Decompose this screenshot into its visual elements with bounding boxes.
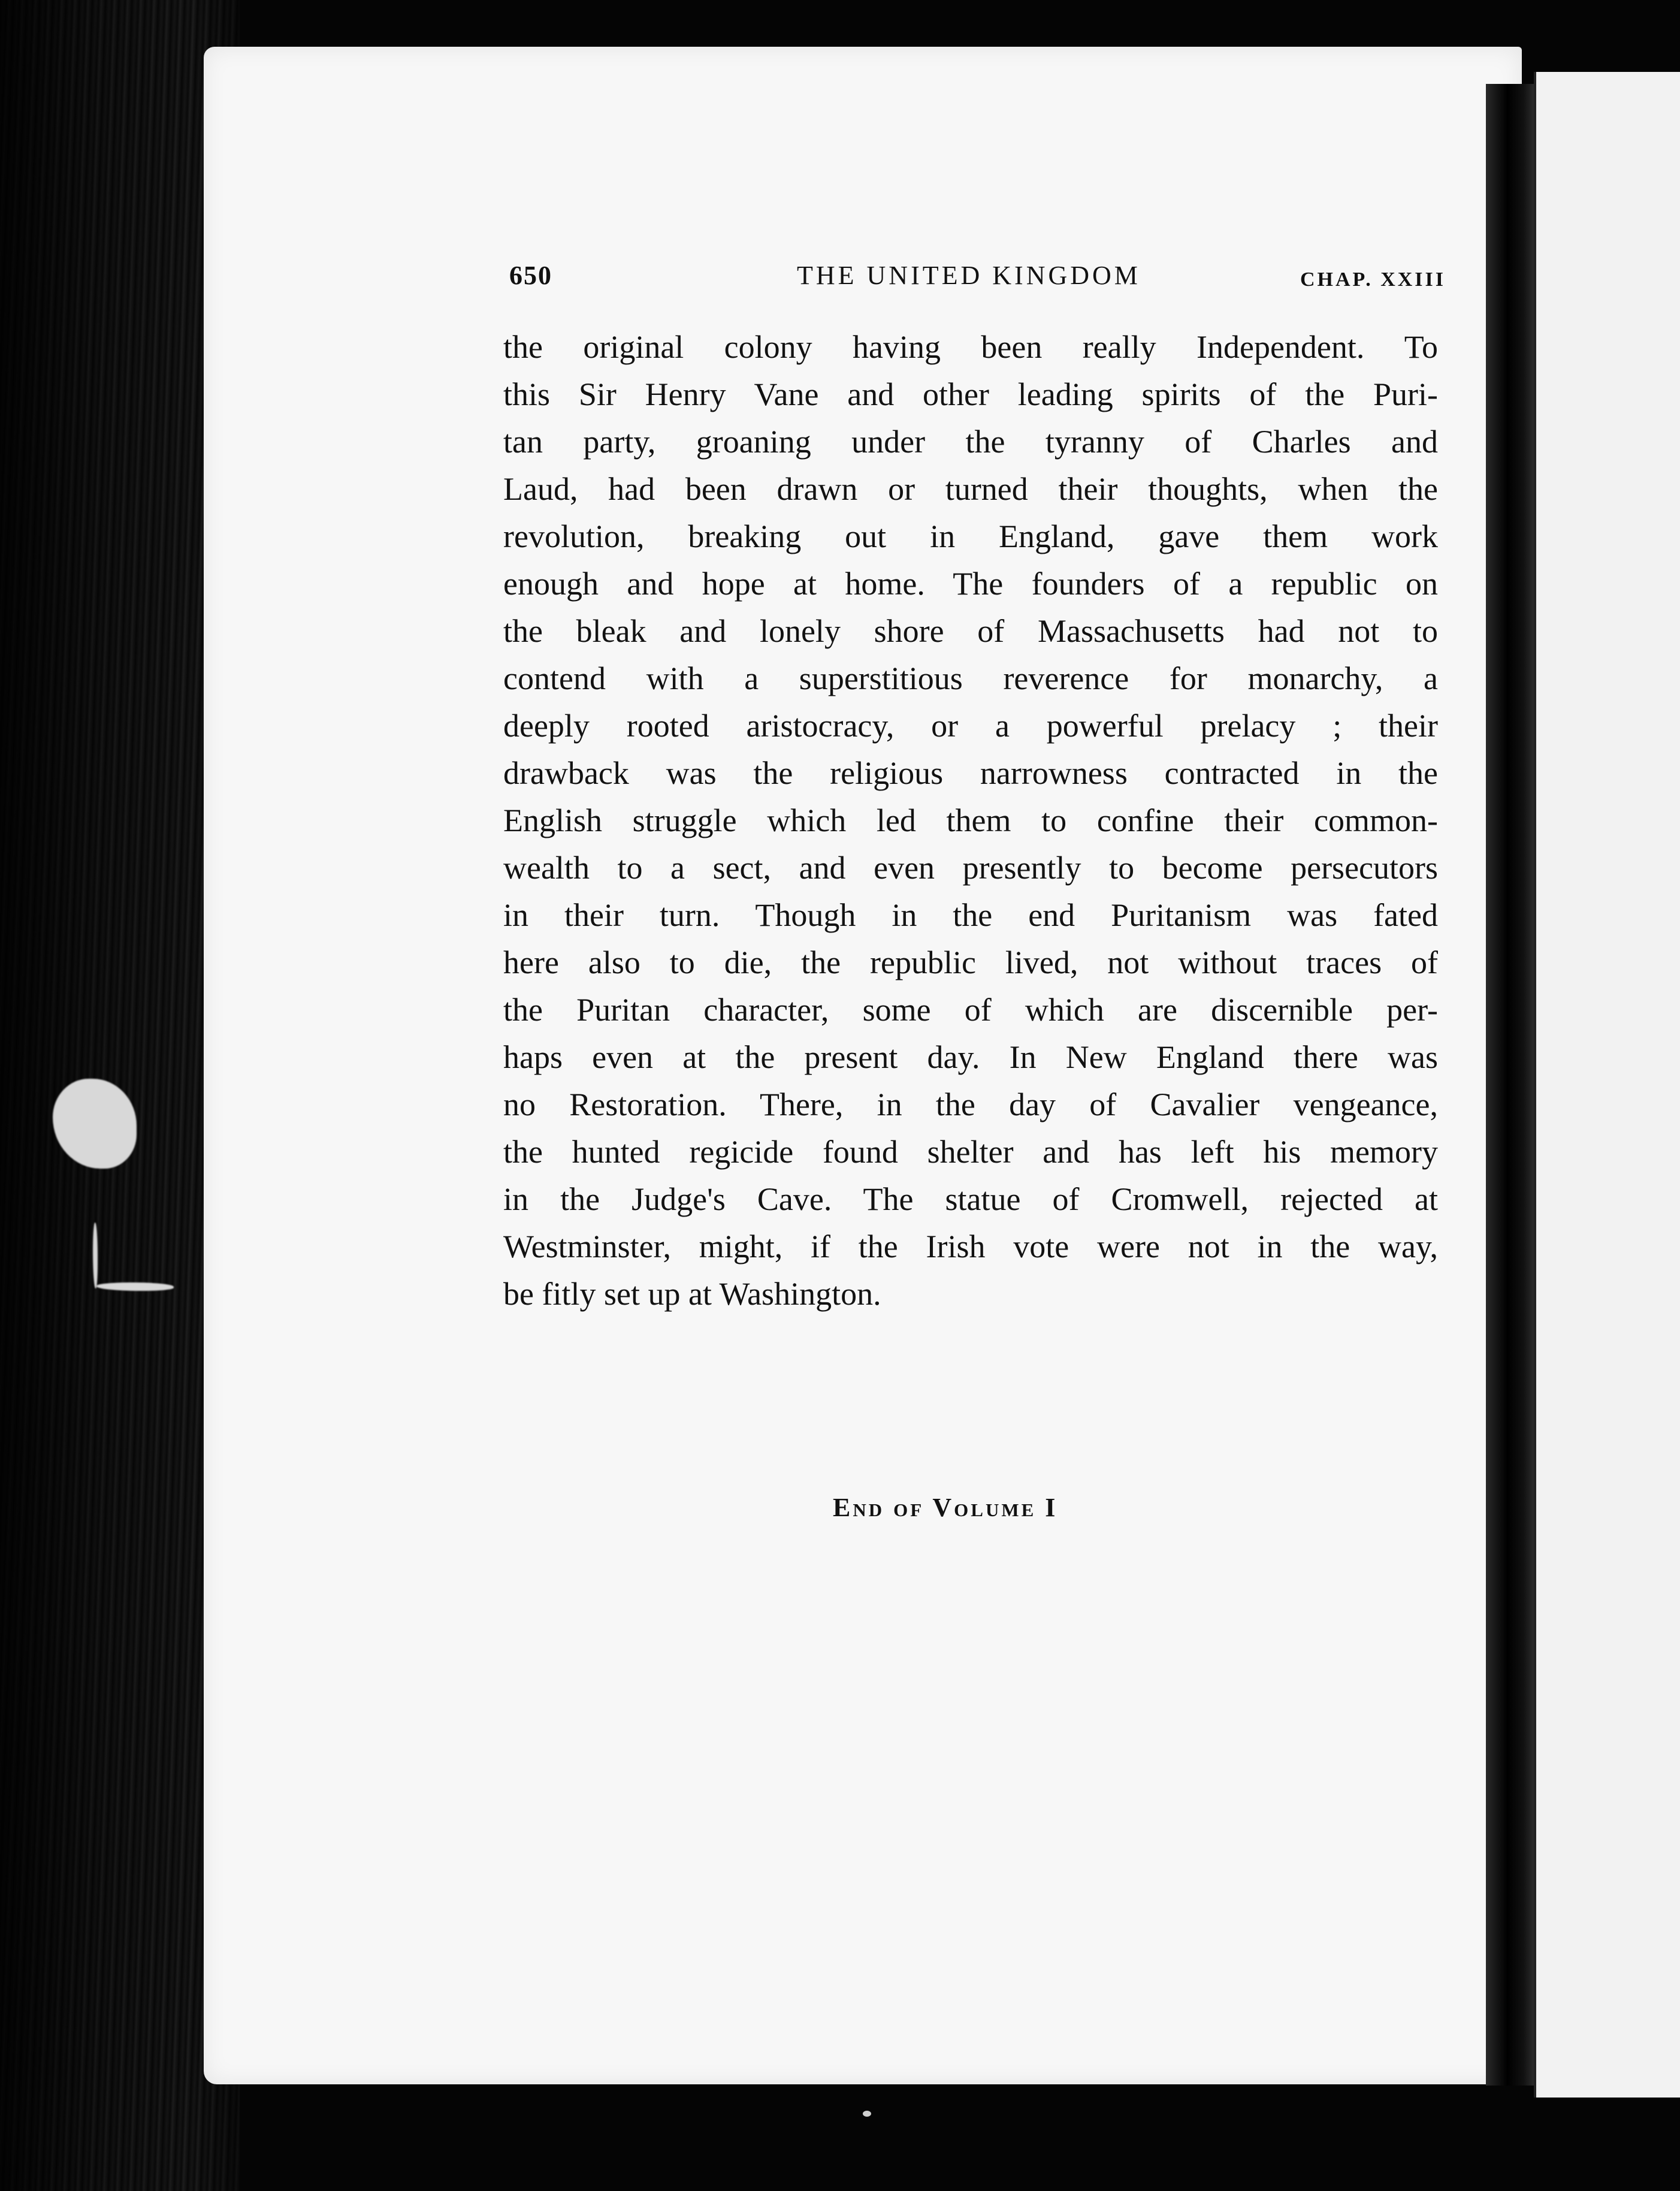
text-line: here also to die, the republic lived, not without traces of bbox=[503, 944, 1438, 980]
page-gutter bbox=[1486, 84, 1540, 2086]
body-paragraph bbox=[503, 324, 1438, 1318]
text-line: the bleak and lonely shore of Massachusetts had not to bbox=[503, 613, 1438, 649]
text-line: no Restoration. There, in the day of Cavalier vengeance, bbox=[503, 1087, 1438, 1122]
text-line: English struggle which led them to confine their common- bbox=[503, 802, 1438, 838]
text-line: in the Judge's Cave. The statue of Cromwell, rejected at bbox=[503, 1181, 1438, 1217]
text-line: Laud, had been drawn or turned their thoughts, when the bbox=[503, 471, 1438, 507]
text-line: wealth to a sect, and even presently to become persecutors bbox=[503, 850, 1438, 886]
text-line: enough and hope at home. The founders of a republic on bbox=[503, 566, 1438, 602]
text-line: this Sir Henry Vane and other leading spirits of the Puri- bbox=[503, 376, 1438, 412]
text-line: in their turn. Though in the end Puritanism was fated bbox=[503, 897, 1438, 933]
text-line: Westminster, might, if the Irish vote were not in the way, bbox=[503, 1229, 1438, 1264]
text-line: tan party, groaning under the tyranny of Charles and bbox=[503, 424, 1438, 460]
facing-page-edge bbox=[1534, 72, 1680, 2098]
text-line: the hunted regicide found shelter and has left his memory bbox=[503, 1134, 1438, 1170]
paper-fragment bbox=[93, 1223, 98, 1288]
text-line: the Puritan character, some of which are discernible per- bbox=[503, 992, 1438, 1028]
text-line: revolution, breaking out in England, gave them work bbox=[503, 518, 1438, 554]
page-number: 650 bbox=[509, 261, 552, 290]
book-title: THE UNITED KINGDOM bbox=[797, 261, 1141, 290]
scan-speck bbox=[863, 2111, 871, 2117]
text-line: the original colony having been really Independent. To bbox=[503, 329, 1438, 365]
end-of-volume-note: End of Volume I bbox=[833, 1493, 1058, 1522]
running-head bbox=[509, 253, 1446, 295]
chapter-label: CHAP. XXIII bbox=[1300, 268, 1446, 291]
text-line: be fitly set up at Washington. bbox=[503, 1276, 881, 1312]
text-line: drawback was the religious narrowness contracted in the bbox=[503, 755, 1438, 791]
text-line: haps even at the present day. In New England there was bbox=[503, 1039, 1438, 1075]
text-line: contend with a superstitious reverence for monarchy, a bbox=[503, 660, 1438, 696]
text-line: deeply rooted aristocracy, or a powerful prelacy ; their bbox=[503, 708, 1438, 744]
